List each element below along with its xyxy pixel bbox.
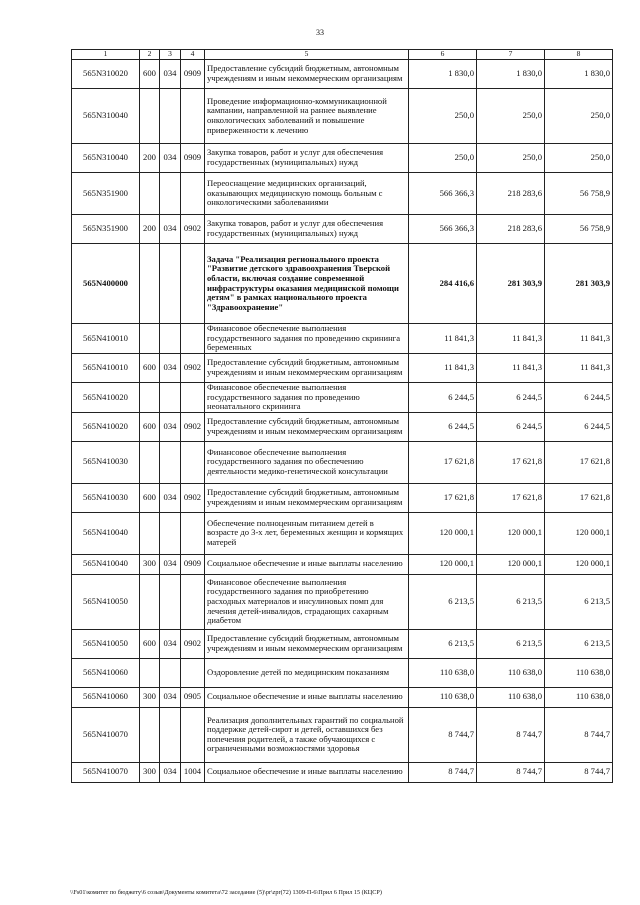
row-description-cell: Финансовое обеспечение выполнения государственного задания по обеспечению деятельности медико-генетической консультации [205, 441, 409, 483]
row-value-col7-cell: 8 744,7 [477, 762, 545, 782]
row-value-col7-cell: 281 303,9 [477, 244, 545, 324]
row-dept-cell [160, 173, 181, 215]
row-value-col8-cell: 6 213,5 [545, 629, 613, 658]
row-section-cell: 0902 [181, 412, 205, 441]
row-value-col6-cell: 8 744,7 [409, 762, 477, 782]
row-code-cell: 565N410060 [72, 687, 140, 707]
row-description-cell: Предоставление субсидий бюджетным, автономным учреждениям и иным некоммерческим организациям [205, 483, 409, 512]
table-row [72, 554, 613, 574]
row-dept-cell: 034 [160, 353, 181, 382]
row-section-cell [181, 658, 205, 687]
row-type-cell: 600 [140, 629, 160, 658]
row-value-col8-cell: 56 758,9 [545, 173, 613, 215]
row-value-col8-cell: 120 000,1 [545, 554, 613, 574]
row-section-cell: 0902 [181, 629, 205, 658]
row-section-cell: 1004 [181, 762, 205, 782]
row-value-col7-cell: 6 213,5 [477, 574, 545, 629]
row-section-cell: 0902 [181, 215, 205, 244]
row-value-col6-cell: 6 213,5 [409, 629, 477, 658]
row-type-cell: 300 [140, 554, 160, 574]
row-section-cell: 0909 [181, 60, 205, 89]
row-type-cell [140, 324, 160, 354]
header-cell: 3 [160, 50, 181, 60]
row-section-cell: 0909 [181, 554, 205, 574]
row-value-col6-cell: 566 366,3 [409, 173, 477, 215]
row-type-cell: 200 [140, 215, 160, 244]
row-code-cell: 565N410050 [72, 629, 140, 658]
table-row [72, 658, 613, 687]
row-code-cell: 565N410020 [72, 382, 140, 412]
row-value-col7-cell: 11 841,3 [477, 324, 545, 354]
row-description-cell: Обеспечение полноценным питанием детей в возрасте до 3-х лет, беременных женщин и кормящих матерей [205, 512, 409, 554]
row-value-col7-cell: 120 000,1 [477, 512, 545, 554]
table-row [72, 89, 613, 144]
row-value-col8-cell: 8 744,7 [545, 707, 613, 762]
row-dept-cell: 034 [160, 554, 181, 574]
row-value-col8-cell: 8 744,7 [545, 762, 613, 782]
row-description-cell: Предоставление субсидий бюджетным, автономным учреждениям и иным некоммерческим организациям [205, 353, 409, 382]
row-type-cell [140, 382, 160, 412]
row-code-cell: 565N410050 [72, 574, 140, 629]
table-row [72, 244, 613, 324]
row-value-col8-cell: 110 638,0 [545, 687, 613, 707]
row-value-col6-cell: 1 830,0 [409, 60, 477, 89]
row-value-col8-cell: 250,0 [545, 144, 613, 173]
row-code-cell: 565N410030 [72, 483, 140, 512]
row-dept-cell [160, 244, 181, 324]
row-code-cell: 565N410040 [72, 512, 140, 554]
row-description-cell: Предоставление субсидий бюджетным, автономным учреждениям и иным некоммерческим организациям [205, 60, 409, 89]
header-cell: 2 [140, 50, 160, 60]
row-code-cell: 565N310040 [72, 89, 140, 144]
row-dept-cell: 034 [160, 144, 181, 173]
table-row [72, 762, 613, 782]
row-dept-cell [160, 658, 181, 687]
header-cell: 7 [477, 50, 545, 60]
row-dept-cell [160, 574, 181, 629]
table-row [72, 60, 613, 89]
row-type-cell [140, 89, 160, 144]
row-dept-cell: 034 [160, 687, 181, 707]
row-code-cell: 565N410070 [72, 762, 140, 782]
row-dept-cell: 034 [160, 215, 181, 244]
row-code-cell: 565N410060 [72, 658, 140, 687]
row-value-col7-cell: 120 000,1 [477, 554, 545, 574]
row-dept-cell: 034 [160, 412, 181, 441]
row-value-col7-cell: 6 244,5 [477, 382, 545, 412]
row-dept-cell: 034 [160, 762, 181, 782]
row-value-col6-cell: 17 621,8 [409, 441, 477, 483]
table-row [72, 215, 613, 244]
row-description-cell: Закупка товаров, работ и услуг для обеспечения государственных (муниципальных) нужд [205, 215, 409, 244]
row-value-col8-cell: 6 213,5 [545, 574, 613, 629]
row-value-col7-cell: 110 638,0 [477, 687, 545, 707]
row-type-cell: 600 [140, 353, 160, 382]
row-section-cell: 0902 [181, 483, 205, 512]
table-row [72, 173, 613, 215]
row-description-cell: Проведение информационно-коммуникационной кампании, направленной на раннее выявление онкологических заболеваний и повышение приверженности к лечению [205, 89, 409, 144]
table-row [72, 483, 613, 512]
budget-table [71, 49, 613, 783]
row-type-cell: 600 [140, 483, 160, 512]
row-dept-cell [160, 441, 181, 483]
row-type-cell: 600 [140, 412, 160, 441]
row-section-cell [181, 574, 205, 629]
table-row [72, 574, 613, 629]
row-code-cell: 565N351900 [72, 173, 140, 215]
table-row [72, 324, 613, 354]
row-type-cell [140, 707, 160, 762]
header-cell: 1 [72, 50, 140, 60]
table-row [72, 512, 613, 554]
row-value-col6-cell: 8 744,7 [409, 707, 477, 762]
row-description-cell: Социальное обеспечение и иные выплаты населению [205, 762, 409, 782]
row-value-col6-cell: 250,0 [409, 89, 477, 144]
table-row [72, 707, 613, 762]
row-section-cell [181, 89, 205, 144]
row-dept-cell [160, 89, 181, 144]
row-value-col7-cell: 1 830,0 [477, 60, 545, 89]
row-description-cell: Финансовое обеспечение выполнения государственного задания по проведению неонатального скрининга [205, 382, 409, 412]
row-section-cell [181, 707, 205, 762]
row-value-col8-cell: 110 638,0 [545, 658, 613, 687]
table-row [72, 441, 613, 483]
row-description-cell: Предоставление субсидий бюджетным, автономным учреждениям и иным некоммерческим организациям [205, 629, 409, 658]
row-type-cell [140, 173, 160, 215]
table-row [72, 412, 613, 441]
row-value-col6-cell: 17 621,8 [409, 483, 477, 512]
row-code-cell: 565N310020 [72, 60, 140, 89]
table-row [72, 382, 613, 412]
table-row [72, 629, 613, 658]
row-type-cell: 300 [140, 762, 160, 782]
row-type-cell: 300 [140, 687, 160, 707]
row-section-cell [181, 441, 205, 483]
row-description-cell: Социальное обеспечение и иные выплаты населению [205, 687, 409, 707]
header-cell: 8 [545, 50, 613, 60]
row-value-col8-cell: 11 841,3 [545, 324, 613, 354]
row-dept-cell [160, 512, 181, 554]
row-value-col6-cell: 11 841,3 [409, 353, 477, 382]
row-description-cell: Финансовое обеспечение выполнения государственного задания по приобретению расходных материалов и инсулиновых помп для лечения детей-инвалидов, страдающих сахарным диабетом [205, 574, 409, 629]
row-value-col7-cell: 8 744,7 [477, 707, 545, 762]
row-description-cell: Переоснащение медицинских организаций, оказывающих медицинскую помощь больным с онкологическими заболеваниями [205, 173, 409, 215]
row-description-cell: Финансовое обеспечение выполнения государственного задания по проведению скрининга беременных [205, 324, 409, 354]
header-row [72, 50, 613, 60]
row-value-col8-cell: 17 621,8 [545, 483, 613, 512]
row-type-cell [140, 244, 160, 324]
row-value-col6-cell: 110 638,0 [409, 687, 477, 707]
row-section-cell: 0909 [181, 144, 205, 173]
row-code-cell: 565N400000 [72, 244, 140, 324]
row-description-cell: Оздоровление детей по медицинским показаниям [205, 658, 409, 687]
table-row [72, 687, 613, 707]
row-value-col7-cell: 250,0 [477, 89, 545, 144]
row-code-cell: 565N310040 [72, 144, 140, 173]
row-value-col7-cell: 17 621,8 [477, 441, 545, 483]
row-section-cell [181, 512, 205, 554]
row-dept-cell [160, 707, 181, 762]
row-description-cell: Предоставление субсидий бюджетным, автономным учреждениям и иным некоммерческим организациям [205, 412, 409, 441]
row-value-col7-cell: 6 213,5 [477, 629, 545, 658]
row-value-col8-cell: 11 841,3 [545, 353, 613, 382]
row-code-cell: 565N410040 [72, 554, 140, 574]
row-section-cell [181, 244, 205, 324]
row-value-col8-cell: 17 621,8 [545, 441, 613, 483]
row-value-col8-cell: 56 758,9 [545, 215, 613, 244]
row-value-col7-cell: 11 841,3 [477, 353, 545, 382]
row-dept-cell [160, 324, 181, 354]
row-code-cell: 565N351900 [72, 215, 140, 244]
header-cell: 6 [409, 50, 477, 60]
row-section-cell [181, 324, 205, 354]
row-type-cell [140, 574, 160, 629]
row-value-col7-cell: 250,0 [477, 144, 545, 173]
row-type-cell: 200 [140, 144, 160, 173]
row-code-cell: 565N410010 [72, 324, 140, 354]
row-type-cell [140, 512, 160, 554]
row-value-col6-cell: 120 000,1 [409, 512, 477, 554]
row-value-col6-cell: 566 366,3 [409, 215, 477, 244]
row-value-col8-cell: 6 244,5 [545, 412, 613, 441]
file-path-footer: \\Fs01\комитет по бюджету\6 созыв\Документы комитета\72 заседание (5)\pr\zpr(72) 1309-П-6\Прил 6 Прил 15 (КЦСР) [70, 889, 382, 896]
row-code-cell: 565N410010 [72, 353, 140, 382]
row-description-cell: Задача "Реализация регионального проекта "Развитие детского здравоохранения Тверской области, включая создание современной инфраструктуры оказания медицинской помощи детям" в рамках национального проекта "Здравоохранение" [205, 244, 409, 324]
row-type-cell [140, 441, 160, 483]
row-value-col6-cell: 11 841,3 [409, 324, 477, 354]
row-code-cell: 565N410020 [72, 412, 140, 441]
row-value-col6-cell: 110 638,0 [409, 658, 477, 687]
row-section-cell: 0905 [181, 687, 205, 707]
page-number: 33 [316, 28, 324, 37]
row-value-col8-cell: 250,0 [545, 89, 613, 144]
row-code-cell: 565N410030 [72, 441, 140, 483]
row-value-col8-cell: 120 000,1 [545, 512, 613, 554]
row-value-col7-cell: 218 283,6 [477, 215, 545, 244]
row-value-col6-cell: 284 416,6 [409, 244, 477, 324]
row-description-cell: Реализация дополнительных гарантий по социальной поддержке детей-сирот и детей, оставшихся без попечения родителей, а также обучающихся с ограниченными возможностями здоровья [205, 707, 409, 762]
row-description-cell: Социальное обеспечение и иные выплаты населению [205, 554, 409, 574]
row-value-col8-cell: 281 303,9 [545, 244, 613, 324]
row-type-cell [140, 658, 160, 687]
row-code-cell: 565N410070 [72, 707, 140, 762]
row-dept-cell [160, 382, 181, 412]
row-value-col6-cell: 6 244,5 [409, 412, 477, 441]
row-value-col8-cell: 1 830,0 [545, 60, 613, 89]
header-cell: 5 [205, 50, 409, 60]
row-description-cell: Закупка товаров, работ и услуг для обеспечения государственных (муниципальных) нужд [205, 144, 409, 173]
row-section-cell: 0902 [181, 353, 205, 382]
row-value-col7-cell: 218 283,6 [477, 173, 545, 215]
row-value-col7-cell: 110 638,0 [477, 658, 545, 687]
row-value-col6-cell: 6 244,5 [409, 382, 477, 412]
row-type-cell: 600 [140, 60, 160, 89]
row-value-col6-cell: 250,0 [409, 144, 477, 173]
row-value-col6-cell: 6 213,5 [409, 574, 477, 629]
row-value-col7-cell: 17 621,8 [477, 483, 545, 512]
row-value-col7-cell: 6 244,5 [477, 412, 545, 441]
row-dept-cell: 034 [160, 60, 181, 89]
row-dept-cell: 034 [160, 629, 181, 658]
table-row [72, 353, 613, 382]
row-section-cell [181, 382, 205, 412]
header-cell: 4 [181, 50, 205, 60]
row-value-col6-cell: 120 000,1 [409, 554, 477, 574]
row-value-col8-cell: 6 244,5 [545, 382, 613, 412]
row-section-cell [181, 173, 205, 215]
table-row [72, 144, 613, 173]
row-dept-cell: 034 [160, 483, 181, 512]
